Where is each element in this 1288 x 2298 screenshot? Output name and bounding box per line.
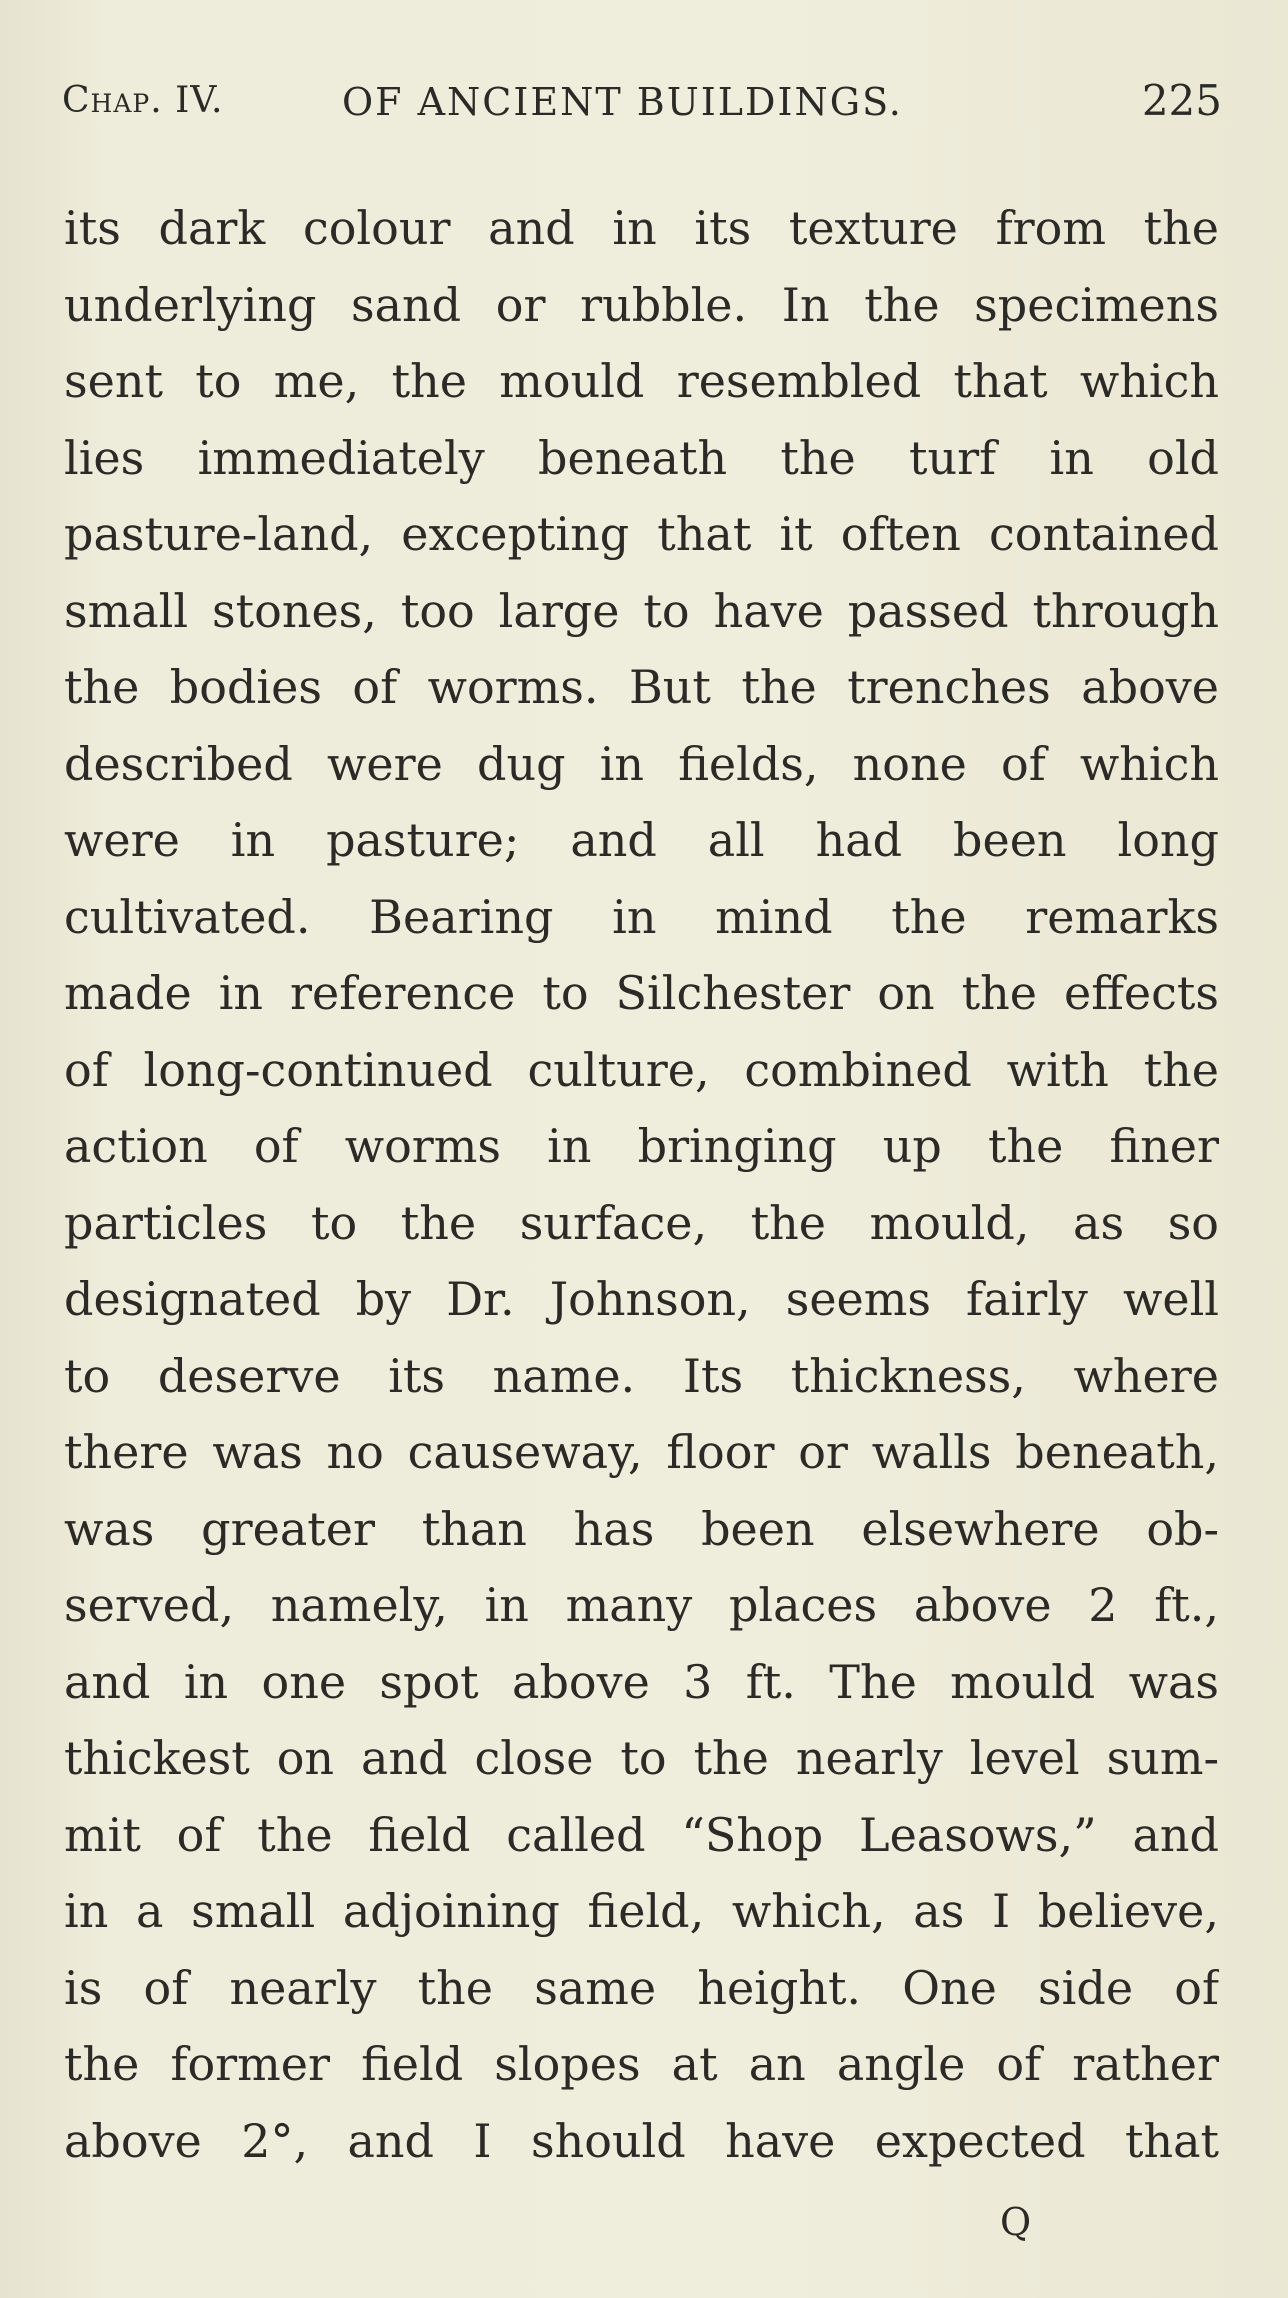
text-line: served, namely, in many places above 2 ft., <box>64 1578 1219 1632</box>
text-line: sent to me, the mould resembled that which <box>64 354 1219 408</box>
text-line: cultivated. Bearing in mind the remarks <box>64 889 1219 944</box>
text-line: the bodies of worms. But the trenches above <box>64 660 1219 714</box>
text-line: and in one spot above 3 ft. The mould was <box>64 1654 1219 1709</box>
body-text <box>64 190 1219 2179</box>
text-line: were in pasture; and all had been long <box>64 813 1219 867</box>
running-title: OF ANCIENT BUILDINGS. <box>342 80 903 124</box>
text-line: pasture-land, excepting that it often contained <box>64 507 1219 561</box>
text-line: the former field slopes at an angle of rather <box>64 2037 1219 2091</box>
text-line: in a small adjoining field, which, as I believe, <box>64 1884 1219 1938</box>
text-line: was greater than has been elsewhere ob- <box>64 1501 1219 1556</box>
text-line: made in reference to Silchester on the effects <box>64 966 1219 1020</box>
text-line: to deserve its name. Its thickness, where <box>64 1348 1219 1403</box>
text-line: above 2°, and I should have expected that <box>64 2113 1219 2168</box>
text-line: its dark colour and in its texture from the <box>64 201 1219 255</box>
page-number: 225 <box>1141 76 1222 125</box>
text-line: described were dug in fields, none of which <box>64 736 1219 791</box>
chapter-label: Chap. IV. <box>62 80 224 121</box>
signature-mark: Q <box>1000 2200 1032 2244</box>
text-line: thickest on and close to the nearly level sum- <box>64 1731 1219 1785</box>
text-line: mit of the field called “Shop Leasows,” and <box>64 1807 1219 1862</box>
text-line: action of worms in bringing up the finer <box>64 1119 1219 1173</box>
text-line: is of nearly the same height. One side of <box>64 1960 1219 2015</box>
text-line: designated by Dr. Johnson, seems fairly well <box>64 1272 1219 1326</box>
running-header <box>62 70 1222 140</box>
text-line: lies immediately beneath the turf in old <box>64 430 1219 485</box>
text-line: there was no causeway, floor or walls beneath, <box>64 1425 1219 1479</box>
text-line: of long-continued culture, combined with the <box>64 1042 1219 1097</box>
text-line: underlying sand or rubble. In the specimens <box>64 277 1219 332</box>
text-line: small stones, too large to have passed through <box>64 583 1219 638</box>
text-line: particles to the surface, the mould, as so <box>64 1195 1219 1250</box>
